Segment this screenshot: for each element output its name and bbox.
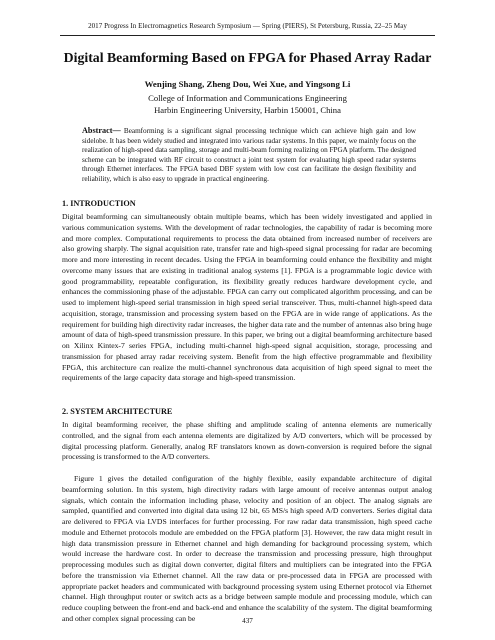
architecture-paragraph-1: In digital beamforming receiver, the phase shifting and amplitude scaling of antenna elements are numerically controlled, and the signal from each antenna elements are digitalized by A/D converters, which will be processed by digital processing platform. Generally, analog RF translators known as down-conversion is required before the signal processing is transformed to the A/D converters. bbox=[62, 420, 432, 462]
header-rule bbox=[60, 35, 435, 36]
abstract-text: Beamforming is a significant signal processing technique which can achieve high gain and low sidelobe. It has been widely studied and integrated into various radar systems. In this paper, we mainly focus on the realization of high-speed data sampling, storage and multi-beam forming realizing on FPGA platform. The designed scheme can be integrated with RF circuit to construct a joint test system for evaluating high speed radar systems through Ethernet interfaces. The FPGA based DBF system with low cost can facilitate the design flexibility and reliability, which is also easy to upgrade in practical engineering. bbox=[82, 127, 417, 183]
affiliation-line-2: Harbin Engineering University, Harbin 150001, China bbox=[154, 105, 341, 115]
architecture-paragraph-2: Figure 1 gives the detailed configuration of the highly flexible, easily expandable architecture of digital beamforming solution. In this system, high directivity radars with large amount of receive antennas output analog signals, which contain the information including phase, velocity and position of an object. The analog signals are sampled, quantified and converted into digital data using 12 bit, 65 MS/s high speed A/D converters. Series digital data are delivered to FPGA via LVDS interfaces for further processing. For raw radar data transmission, high speed cache module and Ethernet protocols module are embedded on the FPGA platform [3]. However, the raw data might result in high data transmission pressure in Ethernet channel and high demanding for background processing system, which would increase the hardware cost. In order to decrease the transmission and processing pressure, high throughput preprocessing modules such as digital down converter, digital filters and multipliers can be integrated into the FPGA before the transmission via Ethernet channel. All the raw data or pre-processed data in FPGA are processed with appropriate packet headers and communicated with background processing system using Ethernet protocol via Ethernet channel. High throughput router or switch acts as a bridge between sample module and processing module, which can reduce coupling between the front-end and back-end and enhance the scalability of the system. The digital beamforming and other complex signal processing can be bbox=[62, 474, 432, 623]
abstract bbox=[82, 126, 416, 184]
paper-title: Digital Beamforming Based on FPGA for Phased Array Radar bbox=[63, 50, 432, 65]
page-number: 437 bbox=[242, 617, 253, 625]
abstract-label: Abstract— bbox=[82, 126, 121, 135]
section-heading-system-architecture: 2. SYSTEM ARCHITECTURE bbox=[62, 407, 173, 416]
running-head: 2017 Progress In Electromagnetics Research Symposium — Spring (PIERS), St Petersburg, Russia, 22–25 May bbox=[88, 22, 407, 30]
affiliation-line-1: College of Information and Communications Engineering bbox=[148, 93, 347, 103]
author-list: Wenjing Shang, Zheng Dou, Wei Xue, and Yingsong Li bbox=[144, 79, 351, 89]
section-heading-introduction: 1. INTRODUCTION bbox=[62, 199, 136, 208]
introduction-paragraph: Digital beamforming can simultaneously obtain multiple beams, which has been widely investigated and applied in various communication systems. With the development of radar technologies, the capability of radar is becoming more and more complex. Computational requirements to process the data obtained from increased number of receivers are also growing sharply. The signal acquisition rate, transfer rate and high-speed signal processing for radar are becoming more and more interesting in recent decades. Using the FPGA in beamforming could enhance the flexibility and might overcome many issues that are existing in traditional analog systems [1]. FPGA is a programmable logic device with good programmability, repeatable configuration, its flexibility greatly reduces hardware development cycle, and enhances the commissioning phase of the adjustable. FPGA can carry out complicated algorithm processing, and can be used to implement high-speed serial transmission in high speed serial transceiver. Thus, multi-channel high-speed data acquisition, storage, transmission and processing system based on the FPGA are in wide range of applications. As the requirement for building high directivity radar increases, the higher data rate and the number of antennas also bring huge amount of data of high-speed transmission pressure. In this paper, we bring out a digital beamforming architecture based on Xilinx Kintex-7 series FPGA, including multi-channel high-speed signal acquisition, storage, processing and transmission for phased array radar receiving system. Benefit from the high effective programmable and flexibility FPGA, this architecture can realize the multi-channel synchronous data acquisition of high speed signal to meet the requirements of the large capacity data storage and high-speed transmission. bbox=[62, 212, 432, 383]
